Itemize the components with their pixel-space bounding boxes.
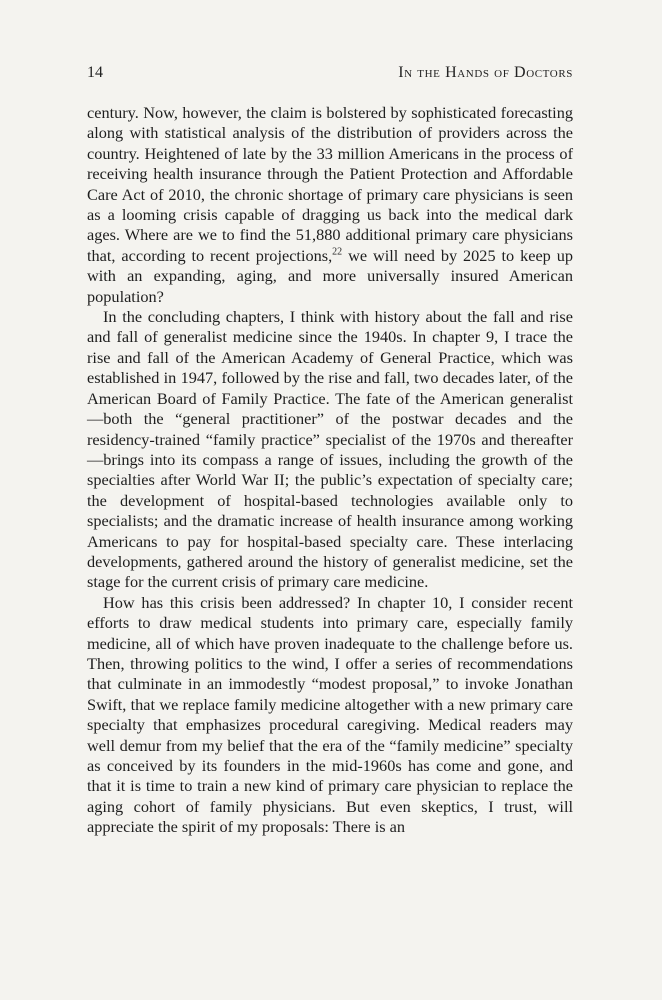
paragraph-3: How has this crisis been addressed? In chapter 10, I consider recent efforts to draw medical students into primary care, especially family medicine, all of which have proven inadequate to the challenge before us. Then, throwing politics to the wind, I offer a series of recommendations that culminate in an immodestly “modest proposal,” to invoke Jonathan Swift, that we replace family medicine altogether with a new primary care specialty that emphasizes procedural caregiving. Medical readers may well demur from my belief that the era of the “family medicine” specialty as conceived by its founders in the mid-1960s has come and gone, and that it is time to train a new kind of primary care physician to replace the aging cohort of family physicians. But even skeptics, I trust, will appreciate the spirit of my proposals: There is an <box>87 592 573 837</box>
paragraph-1 <box>87 103 573 307</box>
running-head-title: In the Hands of Doctors <box>398 64 573 81</box>
page-number: 14 <box>87 64 103 81</box>
body-text <box>87 103 573 838</box>
paragraph-1-continuation: we will need by 2025 to keep up with an expanding, aging, and more universally insured American population? <box>87 245 573 306</box>
running-head <box>87 64 573 86</box>
paragraph-1-text: century. Now, however, the claim is bolstered by sophisticated forecasting along with statistical analysis of the distribution of providers across the country. Heightened of late by the 33 million Americans in the process of receiving health insurance through the Patient Protection and Affordable Care Act of 2010, the chronic shortage of primary care physicians is seen as a looming crisis capable of dragging us back into the medical dark ages. Where are we to find the 51,880 additional primary care physicians that, according to recent projections, <box>87 103 573 265</box>
paragraph-2: In the concluding chapters, I think with history about the fall and rise and fall of generalist medicine since the 1940s. In chapter 9, I trace the rise and fall of the American Academy of General Practice, which was established in 1947, followed by the rise and fall, two decades later, of the American Board of Family Practice. The fate of the American generalist—both the “general practitioner” of the postwar decades and the residency-trained “family practice” specialist of the 1970s and thereafter—brings into its compass a range of issues, including the growth of the specialties after World War II; the public’s expectation of specialty care; the development of hospital-based technologies available only to specialists; and the dramatic increase of health insurance among working Americans to pay for hospital-based specialty care. These interlacing developments, gathered around the history of generalist medicine, set the stage for the current crisis of primary care medicine. <box>87 307 573 592</box>
footnote-reference: 22 <box>332 246 343 258</box>
